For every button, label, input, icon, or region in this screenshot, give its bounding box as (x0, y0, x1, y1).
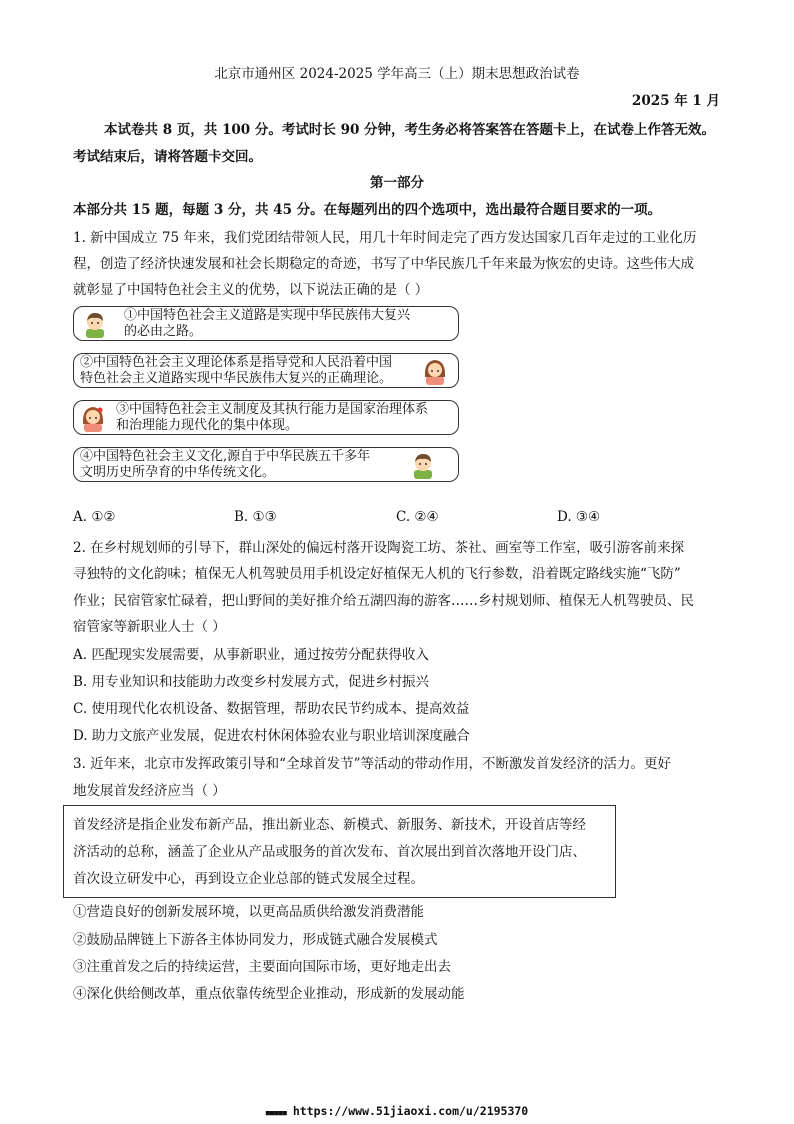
section-title: 第一部分 (370, 175, 424, 191)
q1-statement-3: ③中国特色社会主义制度及其执行能力是国家治理体系 和治理能力现代化的集中体现。 (73, 400, 459, 435)
q3-material-line-3: 首次设立研发中心，再到设立企业总部的链式发展全过程。 (73, 871, 424, 887)
boy-avatar-icon (82, 310, 108, 338)
instructions-line-1: 本试卷共 8 页，共 100 分。考试时长 90 分钟，考生务必将答案答在答题卡上，在试卷上作答无效。 (104, 122, 716, 138)
q2-option-b: B. 用专业知识和技能助力改变乡村发展方式，促进乡村振兴 (73, 674, 430, 690)
q1-option-a: A. ①② (73, 509, 116, 525)
q1-option-c: C. ②④ (396, 509, 439, 525)
q3-material-box (63, 805, 616, 898)
q1-statement-2: ②中国特色社会主义理论体系是指导党和人民沿着中国 特色社会主义道路实现中华民族伟大复兴的正确理论。 (73, 353, 459, 388)
q1-stem-line-1: 1. 新中国成立 75 年来，我们党团结带领人民，用几十年时间走完了西方发达国家几百年走过的工业化历 (73, 230, 697, 246)
boy-avatar-icon (410, 451, 436, 479)
q1-statement-4: ④中国特色社会主义文化,源自于中华民族五千多年 文明历史所孕育的中华传统文化。 (73, 447, 459, 482)
instructions-line-2: 考试结束后，请将答题卡交回。 (73, 149, 262, 165)
q2-option-d: D. 助力文旅产业发展，促进农村休闲体验农业与职业培训深度融合 (73, 728, 470, 744)
q2-stem-line-2: 寻独特的文化韵味；植保无人机驾驶员用手机设定好植保无人机的飞行参数，沿着既定路线实施“飞防” (73, 566, 681, 582)
q2-stem-line-1: 2. 在乡村规划师的引导下，群山深处的偏远村落开设陶瓷工坊、茶社、画室等工作室，吸引游客前来探 (73, 540, 685, 556)
q1-stem-line-2: 程，创造了经济快速发展和社会长期稳定的奇迹，书写了中华民族几千年来最为恢宏的史诗。这些伟大成 (73, 256, 694, 272)
q3-item-2: ②鼓励品牌链上下游各主体协同发力，形成链式融合发展模式 (73, 932, 438, 948)
exam-date: 2025 年 1 月 (631, 93, 720, 109)
q3-material-line-1: 首发经济是指企业发布新产品，推出新业态、新模式、新服务、新技术，开设首店等经 (73, 817, 586, 833)
q1-option-b: B. ①③ (234, 509, 277, 525)
footer-mark: ■■■■■ (265, 1109, 287, 1117)
girl-avatar-icon (422, 357, 448, 385)
q1-stem-line-3: 就彰显了中国特色社会主义的优势，以下说法正确的是（ ） (73, 282, 429, 298)
exam-title: 北京市通州区 2024-2025 学年高三（上）期末思想政治试卷 (214, 66, 580, 82)
q1-option-d: D. ③④ (557, 509, 601, 525)
q2-stem-line-4: 宿管家等新职业人士（ ） (73, 619, 226, 635)
q2-option-a: A. 匹配现实发展需要，从事新职业，通过按劳分配获得收入 (73, 647, 429, 663)
q2-option-c: C. 使用现代化农机设备、数据管理，帮助农民节约成本、提高效益 (73, 701, 470, 717)
q3-material-line-2: 济活动的总称，涵盖了企业从产品或服务的首次发布、首次展出到首次落地开设门店、 (73, 844, 586, 860)
section-intro: 本部分共 15 题，每题 3 分，共 45 分。在每题列出的四个选项中，选出最符合题目要求的一项。 (73, 202, 662, 218)
q2-stem-line-3: 作业；民宿管家忙碌着，把山野间的美好推介给五湖四海的游客……乡村规划师、植保无人机驾驶员、民 (73, 593, 694, 609)
footer-watermark (0, 1104, 794, 1118)
q3-item-3: ③注重首发之后的持续运营，主要面向国际市场，更好地走出去 (73, 959, 451, 975)
footer-url[interactable]: https://www.51jiaoxi.com/u/2195370 (292, 1104, 529, 1118)
q3-stem-line-2: 地发展首发经济应当（ ） (73, 783, 226, 799)
q3-stem-line-1: 3. 近年来，北京市发挥政策引导和“全球首发节”等活动的带动作用，不断激发首发经济的活力。更好 (73, 756, 671, 772)
q3-item-4: ④深化供给侧改革，重点依靠传统型企业推动，形成新的发展动能 (73, 986, 465, 1002)
girl-avatar-icon (80, 404, 106, 432)
q3-item-1: ①营造良好的创新发展环境，以更高品质供给激发消费潜能 (73, 904, 424, 920)
q1-statement-1: ①中国特色社会主义道路是实现中华民族伟大复兴 的必由之路。 (73, 306, 459, 341)
